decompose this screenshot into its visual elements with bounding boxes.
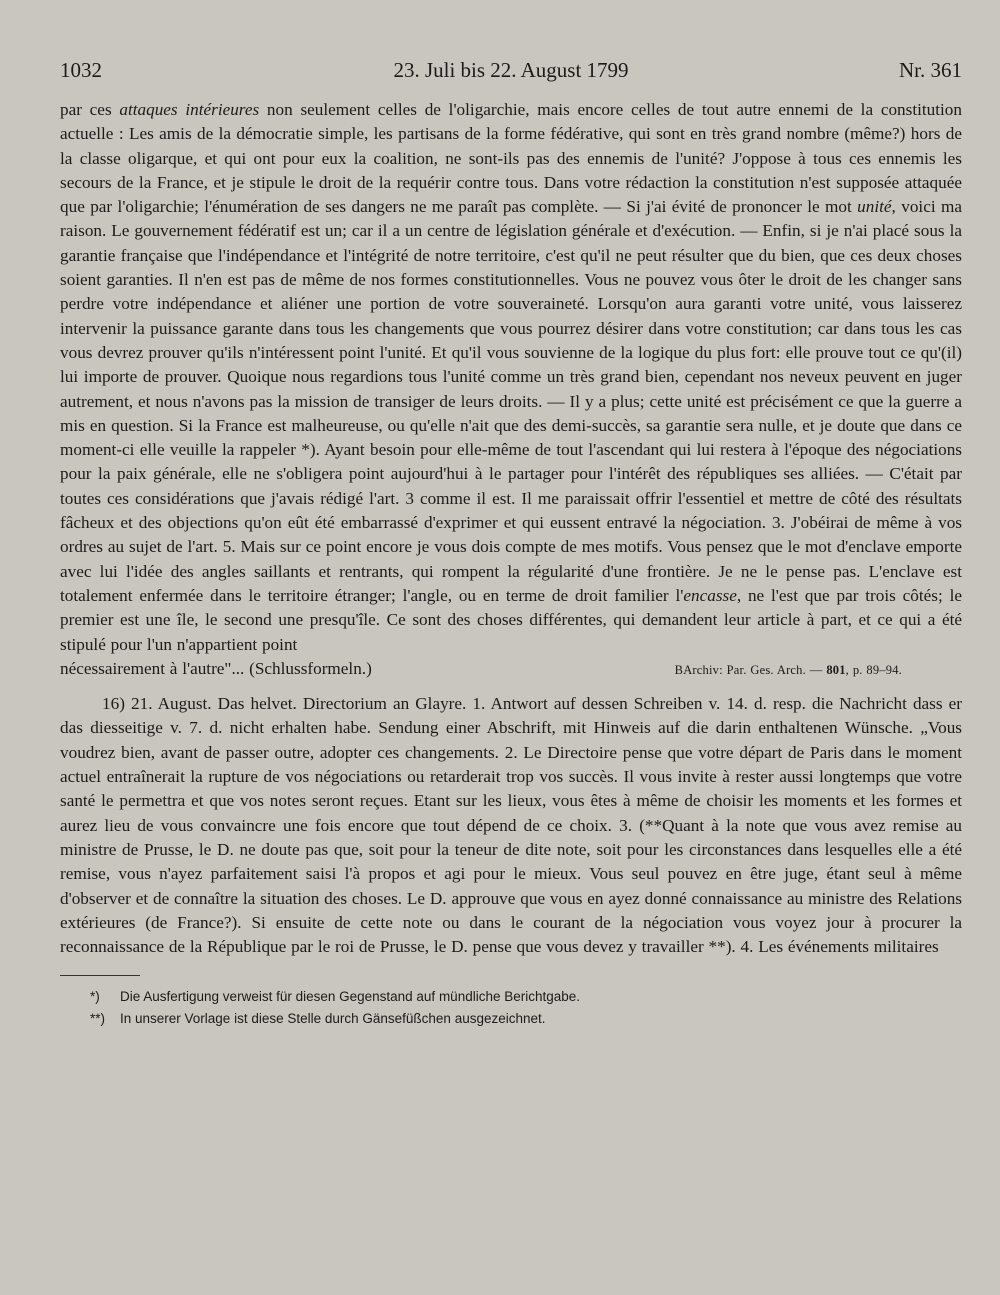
italic-term: unité [857,197,892,217]
footnote-divider [60,975,140,976]
source-line [60,657,962,682]
paragraph-last-line: nécessairement à l'autre"... (Schlussformeln.) [60,658,372,678]
italic-term: attaques intérieures [119,100,260,119]
footnote-mark: **) [90,1011,106,1027]
footnote-text: Die Ausfertigung verweist für diesen Gegenstand auf mündliche Berichtgabe. [120,989,581,1005]
paragraph-16: 16) 21. August. Das helvet. Directorium an Glayre. 1. Antwort auf dessen Schreiben v. 14. d. resp. die Nachricht dass er das diesseitige v. 7. d. nicht erhalten habe. Sendung einer Abschrift, mit Hinweis auf die darin enthaltenen Wünsche. „Vous voudrez bien, avant de passer outre, adopter ces changements. 2. Le Directoire pense que votre départ de Paris dans le moment actuel entraînerait la rupture de vos négociations ou retarderait trop vos succès. Il vous invite à rester aussi longtemps que votre santé le permettra et que vos notes seront reçues. Etant sur les lieux, vous êtes à même de choisir les moments et les formes et aurez lieu de vous convaincre une fois encore que tout dépend de ce choix. 3. (**Quant à la note que vous avez remise au ministre de Prusse, le D. ne doute pas que, soit pour la teneur de dite note, soit pour les circonstances dans lesquelles elle a été remise, vous n'ayez parfaitement saisi l'à propos et agi pour le mieux. Vous seul pouvez en être juge, étant seul à même d'observer et de connaître la situation des choses. Le D. approuve que vous en ayez donné connaissance au ministre des Relations extérieures (de France?). Si ensuite de cette note ou dans le courant de la négociation vous voyez jour à procurer la reconnaissance de la République par le roi de Prusse, le D. pense que vous devez y travailler **). 4. Les événements militaires [60,694,962,957]
archive-source: BArchiv: Par. Ges. Arch. — 801, p. 89–94. [674,662,902,677]
footnotes [60,986,962,1030]
footnote-mark: *) [90,989,100,1005]
main-text [60,98,962,959]
document-number: Nr. 361 [899,58,962,82]
footnote-text: In unserer Vorlage ist diese Stelle durch Gänsefüßchen ausgezeichnet. [120,1011,546,1027]
italic-term: encasse [683,585,737,605]
paragraph-continuation: par ces attaques intérieures non seulement celles de l'oligarchie, mais encore celles de tout autre ennemi de la constitution actuelle : Les amis de la démocratie simple, les partisans de la forme fédérative, qui sont en très grand nombre (même?) hors de la classe oligarque, et qui ont pour eux la coalition, ne sont-ils pas des ennemis de l'unité? J'oppose à tous ces ennemis les secours de la France, et je stipule le droit de la requérir contre tous. Dans votre rédaction la constitution n'est supposée attaquée que par l'oligarchie; l'énumération de ses dangers ne me paraît pas complète. — Si j'ai évité de prononcer le mot unité, voici ma raison. Le gouvernement fédératif est un; car il a un centre de législation générale et d'exécution. — Enfin, si je n'ai placé sous la garantie française que l'indépendance et l'intégrité de notre territoire, c'est qu'il ne peut résulter que du bien, que ces deux choses soient garanties. Il n'en est pas de même de nos formes constitutionnelles. Vous ne pouvez vous ôter le droit de les changer sans perdre votre indépendance et aliéner une portion de votre souveraineté. Lorsqu'on aura garanti votre unité, vous laisserez intervenir la puissance garante dans tous les changements que vous pourrez désirer dans votre constitution; car dans tous les cas vous devrez prouver qu'ils n'intéressent point l'unité. Et qu'il vous souvienne de la logique du plus fort: elle prouve tout ce qu'(il) lui importe de prouver. Quoique nous regardions tous l'unité comme un très grand bien, cependant nos neveux peuvent en juger autrement, et nous n'avons pas la mission de transiger de leurs droits. — Il y a plus; cette unité est précisément ce que la guerre a mis en question. Si la France est malheureuse, ou qu'elle n'ait que des demi-succès, sa garantie sera nulle, et je doute que dans ce moment-ci elle veuille la rappeler *). Ayant besoin pour elle-même de tout l'ascendant qui lui restera à l'époque des négociations pour la paix générale, elle ne s'obligera point aujourd'hui à le partager pour l'intérêt des républiques ses alliées. — C'était par toutes ces considérations que j'avais rédigé l'art. 3 comme il est. Il me paraissait offrir l'essentiel et mettre de côté des résultats fâcheux et des objections qu'on eût été embarrassé d'exprimer et qui eussent entravé la négociation. 3. J'obéirai de même à vos ordres au sujet de l'art. 5. Mais sur ce point encore je vous dois compte de mes motifs. Vous pensez que le mot d'enclave emporte avec lui l'idée des angles saillants et rentrants, qui rompent la régularité d'une frontière. Je ne le pense pas. L'enclave est totalement enfermée dans le territoire étranger; l'angle, ou en terme de droit familier l'encasse, ne l'est que par trois côtés; le premier est une île, le second une presqu'île. Ce sont des choses différentes, qui demandent leur article à part, et ce qui a été stipulé pour l'un n'appartient point [60,100,963,654]
running-title: 23. Juli bis 22. August 1799 [393,58,629,82]
footnote-item [90,1008,962,1030]
footnote-item [90,986,962,1008]
page-number: 1032 [60,58,102,82]
running-head [60,58,962,98]
